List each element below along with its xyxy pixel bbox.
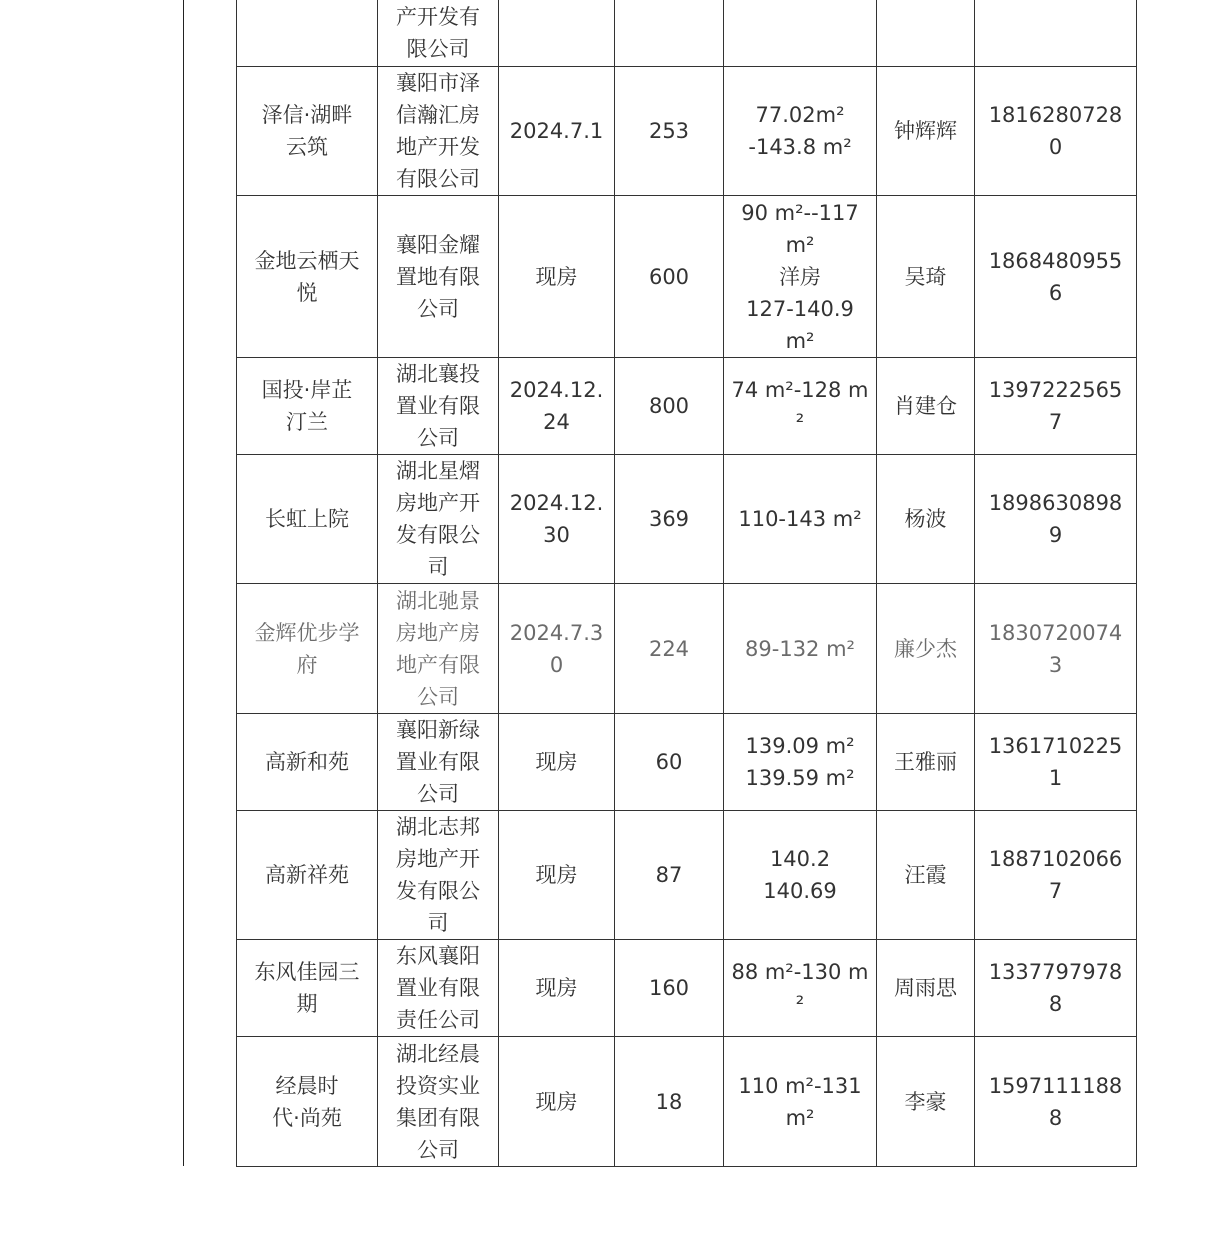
phone-number-cell: 1816280728 0 bbox=[975, 67, 1137, 196]
phone-number-cell: 1597111188 8 bbox=[975, 1037, 1137, 1167]
project-name-cell: 东风佳园三 期 bbox=[237, 940, 378, 1037]
delivery-date-cell: 现房 bbox=[499, 940, 615, 1037]
unit-area-cell bbox=[724, 0, 877, 67]
table-row bbox=[237, 940, 1137, 1037]
table-row bbox=[237, 196, 1137, 358]
developer-cell: 襄阳市泽 信瀚汇房 地产开发 有限公司 bbox=[378, 67, 499, 196]
table-row bbox=[237, 714, 1137, 811]
table-row bbox=[237, 584, 1137, 714]
delivery-date-cell: 现房 bbox=[499, 1037, 615, 1167]
phone-number-cell: 1361710225 1 bbox=[975, 714, 1137, 811]
project-name-cell bbox=[237, 0, 378, 67]
unit-count-cell: 369 bbox=[615, 455, 724, 584]
developer-cell: 湖北驰景 房地产房 地产有限 公司 bbox=[378, 584, 499, 714]
phone-number-cell: 1887102066 7 bbox=[975, 811, 1137, 940]
project-name-cell: 高新和苑 bbox=[237, 714, 378, 811]
phone-number-cell: 1868480955 6 bbox=[975, 196, 1137, 358]
project-name-cell: 高新祥苑 bbox=[237, 811, 378, 940]
page-margin-rule bbox=[183, 0, 184, 1166]
delivery-date-cell: 现房 bbox=[499, 811, 615, 940]
phone-number-cell: 1397222565 7 bbox=[975, 358, 1137, 455]
unit-count-cell: 224 bbox=[615, 584, 724, 714]
contact-person-cell: 李豪 bbox=[877, 1037, 975, 1167]
table-row bbox=[237, 811, 1137, 940]
project-name-cell: 经晨时 代·尚苑 bbox=[237, 1037, 378, 1167]
phone-number-cell: 1830720074 3 bbox=[975, 584, 1137, 714]
housing-project-table bbox=[236, 0, 1137, 1167]
phone-number-cell bbox=[975, 0, 1137, 67]
contact-person-cell: 杨波 bbox=[877, 455, 975, 584]
contact-person-cell: 王雅丽 bbox=[877, 714, 975, 811]
unit-count-cell: 600 bbox=[615, 196, 724, 358]
contact-person-cell: 钟辉辉 bbox=[877, 67, 975, 196]
project-name-cell: 金地云栖天 悦 bbox=[237, 196, 378, 358]
table-row bbox=[237, 0, 1137, 67]
unit-area-cell: 89-132 m² bbox=[724, 584, 877, 714]
developer-cell: 襄阳新绿 置业有限 公司 bbox=[378, 714, 499, 811]
developer-cell: 湖北襄投 置业有限 公司 bbox=[378, 358, 499, 455]
project-name-cell: 国投·岸芷 汀兰 bbox=[237, 358, 378, 455]
table-row bbox=[237, 358, 1137, 455]
delivery-date-cell: 2024.7.1 bbox=[499, 67, 615, 196]
unit-count-cell: 18 bbox=[615, 1037, 724, 1167]
developer-cell: 东风襄阳 置业有限 责任公司 bbox=[378, 940, 499, 1037]
developer-cell: 襄阳金耀 置地有限 公司 bbox=[378, 196, 499, 358]
unit-area-cell: 110 m²-131 m² bbox=[724, 1037, 877, 1167]
contact-person-cell: 周雨思 bbox=[877, 940, 975, 1037]
unit-count-cell: 160 bbox=[615, 940, 724, 1037]
unit-count-cell bbox=[615, 0, 724, 67]
delivery-date-cell: 现房 bbox=[499, 196, 615, 358]
developer-cell: 湖北经晨 投资实业 集团有限 公司 bbox=[378, 1037, 499, 1167]
table-row bbox=[237, 67, 1137, 196]
unit-area-cell: 74 m²-128 m² bbox=[724, 358, 877, 455]
contact-person-cell: 吴琦 bbox=[877, 196, 975, 358]
unit-count-cell: 60 bbox=[615, 714, 724, 811]
developer-cell: 湖北星熠 房地产开 发有限公 司 bbox=[378, 455, 499, 584]
contact-person-cell: 汪霞 bbox=[877, 811, 975, 940]
table-row bbox=[237, 1037, 1137, 1167]
unit-area-cell: 110-143 m² bbox=[724, 455, 877, 584]
unit-count-cell: 253 bbox=[615, 67, 724, 196]
project-name-cell: 泽信·湖畔 云筑 bbox=[237, 67, 378, 196]
project-name-cell: 金辉优步学 府 bbox=[237, 584, 378, 714]
housing-table-container bbox=[236, 0, 1137, 1167]
phone-number-cell: 1898630898 9 bbox=[975, 455, 1137, 584]
contact-person-cell: 廉少杰 bbox=[877, 584, 975, 714]
developer-cell: 湖北志邦 房地产开 发有限公 司 bbox=[378, 811, 499, 940]
unit-area-cell: 140.2 140.69 bbox=[724, 811, 877, 940]
table-row bbox=[237, 455, 1137, 584]
phone-number-cell: 1337797978 8 bbox=[975, 940, 1137, 1037]
developer-cell: 产开发有 限公司 bbox=[378, 0, 499, 67]
contact-person-cell: 肖建仓 bbox=[877, 358, 975, 455]
project-name-cell: 长虹上院 bbox=[237, 455, 378, 584]
unit-area-cell: 88 m²-130 m² bbox=[724, 940, 877, 1037]
unit-count-cell: 800 bbox=[615, 358, 724, 455]
unit-area-cell: 139.09 m² 139.59 m² bbox=[724, 714, 877, 811]
delivery-date-cell bbox=[499, 0, 615, 67]
delivery-date-cell: 2024.7.3 0 bbox=[499, 584, 615, 714]
table-body bbox=[237, 0, 1137, 1167]
unit-area-cell: 90 m²--117 m² 洋房 127-140.9 m² bbox=[724, 196, 877, 358]
delivery-date-cell: 2024.12. 24 bbox=[499, 358, 615, 455]
unit-area-cell: 77.02m² -143.8 m² bbox=[724, 67, 877, 196]
delivery-date-cell: 2024.12. 30 bbox=[499, 455, 615, 584]
unit-count-cell: 87 bbox=[615, 811, 724, 940]
contact-person-cell bbox=[877, 0, 975, 67]
delivery-date-cell: 现房 bbox=[499, 714, 615, 811]
